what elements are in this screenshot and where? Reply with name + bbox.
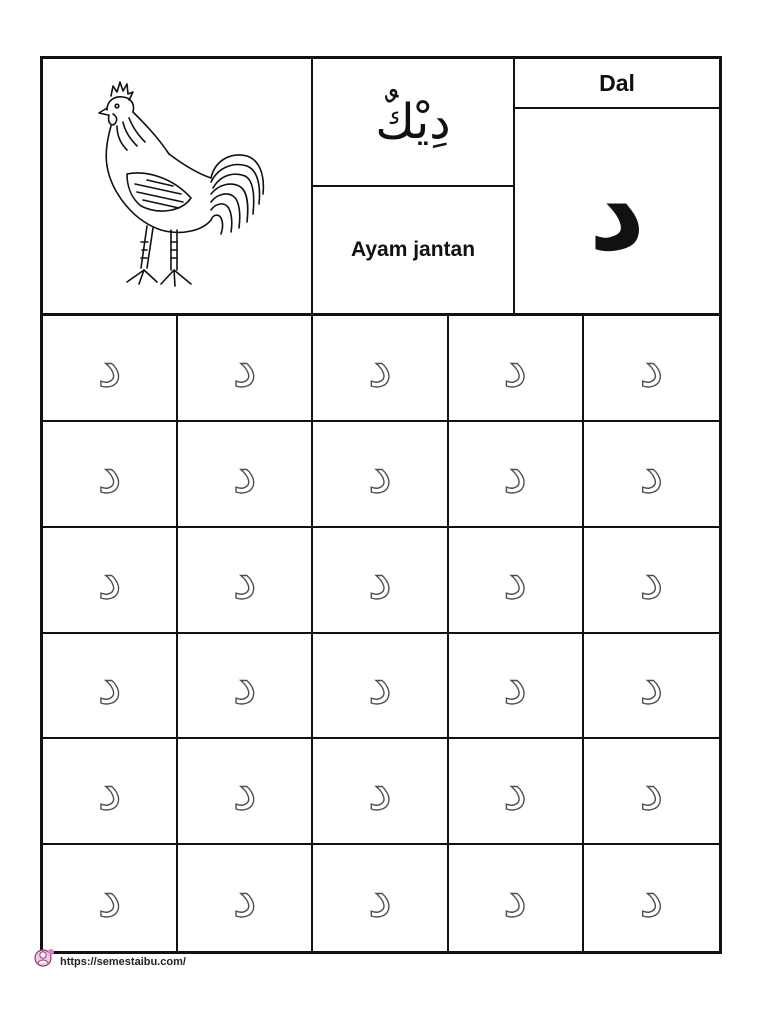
trace-grid [43, 316, 719, 951]
worksheet-header [43, 59, 719, 316]
dotted-letter-dal: د [503, 441, 528, 505]
footer [34, 940, 186, 974]
trace-cell[interactable] [43, 634, 178, 740]
rooster-icon [87, 70, 267, 302]
trace-cell[interactable] [449, 316, 584, 422]
dotted-letter-dal: د [367, 653, 393, 717]
dotted-letter-dal: د [639, 335, 664, 399]
letter-name-cell [515, 59, 719, 109]
dotted-letter-dal: د [232, 547, 257, 611]
dotted-letter-dal: د [97, 866, 122, 930]
dotted-letter-dal: د [232, 759, 257, 823]
dotted-letter-dal: د [639, 441, 664, 505]
trace-cell[interactable] [178, 634, 313, 740]
trace-cell[interactable] [313, 528, 448, 634]
dotted-letter-dal: د [367, 866, 393, 930]
trace-cell[interactable] [313, 845, 448, 951]
trace-cell[interactable] [43, 528, 178, 634]
worksheet [40, 56, 722, 954]
dotted-letter-dal: د [503, 653, 528, 717]
letter-name: Dal [599, 69, 635, 96]
dotted-letter-dal: د [97, 335, 122, 399]
arabic-word: دِيْكٌ [375, 94, 451, 150]
trace-cell[interactable] [584, 422, 719, 528]
trace-cell[interactable] [43, 845, 178, 951]
trace-cell[interactable] [584, 528, 719, 634]
dotted-letter-dal: د [639, 653, 664, 717]
dotted-letter-dal: د [232, 335, 257, 399]
dotted-letter-dal: د [503, 335, 528, 399]
dotted-letter-dal: د [232, 653, 257, 717]
trace-cell[interactable] [43, 316, 178, 422]
big-letter: د [588, 147, 646, 275]
trace-cell[interactable] [449, 528, 584, 634]
semestaibu-logo-icon [34, 946, 56, 968]
trace-cell[interactable] [178, 422, 313, 528]
dotted-letter-dal: د [367, 441, 393, 505]
trace-cell[interactable] [313, 316, 448, 422]
trace-cell[interactable] [449, 739, 584, 845]
trace-cell[interactable] [313, 739, 448, 845]
trace-cell[interactable] [313, 634, 448, 740]
dotted-letter-dal: د [639, 759, 664, 823]
dotted-letter-dal: د [367, 335, 393, 399]
picture-cell [43, 59, 313, 313]
dotted-letter-dal: د [503, 759, 528, 823]
trace-cell[interactable] [584, 634, 719, 740]
letter-cell [515, 109, 719, 313]
trace-cell[interactable] [449, 634, 584, 740]
dotted-letter-dal: د [97, 759, 122, 823]
trace-cell[interactable] [178, 316, 313, 422]
dotted-letter-dal: د [639, 866, 664, 930]
trace-cell[interactable] [43, 739, 178, 845]
trace-cell[interactable] [43, 422, 178, 528]
dotted-letter-dal: د [367, 547, 393, 611]
meaning-cell [313, 187, 515, 313]
dotted-letter-dal: د [97, 653, 122, 717]
dotted-letter-dal: د [97, 441, 122, 505]
trace-cell[interactable] [584, 739, 719, 845]
dotted-letter-dal: د [97, 547, 122, 611]
dotted-letter-dal: د [503, 547, 528, 611]
trace-cell[interactable] [313, 422, 448, 528]
dotted-letter-dal: د [503, 866, 528, 930]
trace-cell[interactable] [584, 845, 719, 951]
footer-url[interactable]: https://semestaibu.com/ [60, 956, 186, 968]
trace-cell[interactable] [584, 316, 719, 422]
dotted-letter-dal: د [367, 759, 393, 823]
word-meaning: Ayam jantan [350, 238, 476, 261]
dotted-letter-dal: د [639, 547, 664, 611]
trace-cell[interactable] [178, 528, 313, 634]
trace-cell[interactable] [449, 422, 584, 528]
trace-cell[interactable] [449, 845, 584, 951]
arabic-word-cell [313, 59, 515, 187]
trace-cell[interactable] [178, 845, 313, 951]
dotted-letter-dal: د [232, 441, 257, 505]
dotted-letter-dal: د [232, 866, 257, 930]
trace-cell[interactable] [178, 739, 313, 845]
